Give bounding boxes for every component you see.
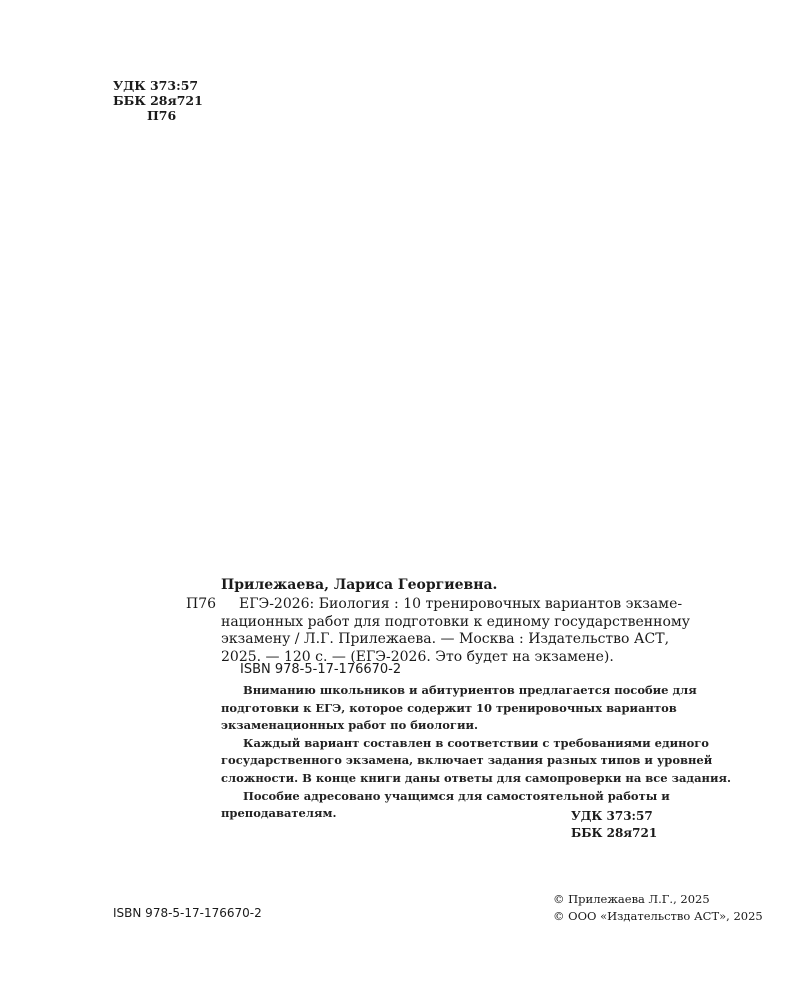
abstract-line: государственного экзамена, включает задания разных типов и уровней — [221, 753, 713, 768]
bbk-code: ББК 28я721 — [113, 93, 203, 108]
bib-line: экзамену / Л.Г. Прилежаева. — Москва : Издательство АСТ, — [221, 631, 670, 647]
cutter-code: П76 — [147, 108, 177, 123]
classification-codes-top — [113, 78, 203, 123]
bib-line: ЕГЭ-2026: Биология : 10 тренировочных вариантов экзаме- — [239, 596, 683, 612]
abstract-line: преподавателям. — [221, 806, 337, 821]
bbk-code-bottom: ББК 28я721 — [571, 826, 658, 840]
bib-line: национных работ для подготовки к единому государственному — [221, 613, 690, 630]
copyright-block — [553, 891, 763, 925]
bibliographic-description — [221, 596, 690, 666]
copyright-publisher: © ООО «Издательство АСТ», 2025 — [553, 909, 763, 923]
udk-code-bottom: УДК 373:57 — [571, 809, 653, 823]
isbn-main: ISBN 978-5-17-176670-2 — [240, 662, 402, 677]
author-name: Прилежаева, Лариса Георгиевна. — [221, 577, 498, 593]
copyright-author: © Прилежаева Л.Г., 2025 — [553, 892, 710, 906]
abstract-line: Вниманию школьников и абитуриентов предлагается пособие для — [243, 683, 697, 697]
bib-line: 2025. — 120 с. — (ЕГЭ-2026. Это будет на экзамене). — [221, 648, 614, 665]
bib-cutter-code: П76 — [186, 596, 217, 612]
abstract-line: Пособие адресовано учащимся для самостоятельной работы и — [243, 788, 670, 803]
abstract-line: подготовки к ЕГЭ, которое содержит 10 тренировочных вариантов — [221, 700, 677, 715]
abstract-line: Каждый вариант составлен в соответствии с требованиями единого — [243, 735, 709, 750]
abstract-line: сложности. В конце книги даны ответы для самопроверки на все задания. — [221, 770, 731, 785]
abstract-line: экзаменационных работ по биологии. — [221, 718, 479, 733]
udk-code: УДК 373:57 — [113, 78, 199, 93]
abstract — [221, 682, 731, 823]
classification-codes-bottom — [571, 808, 657, 842]
isbn-footer: ISBN 978-5-17-176670-2 — [113, 906, 262, 920]
